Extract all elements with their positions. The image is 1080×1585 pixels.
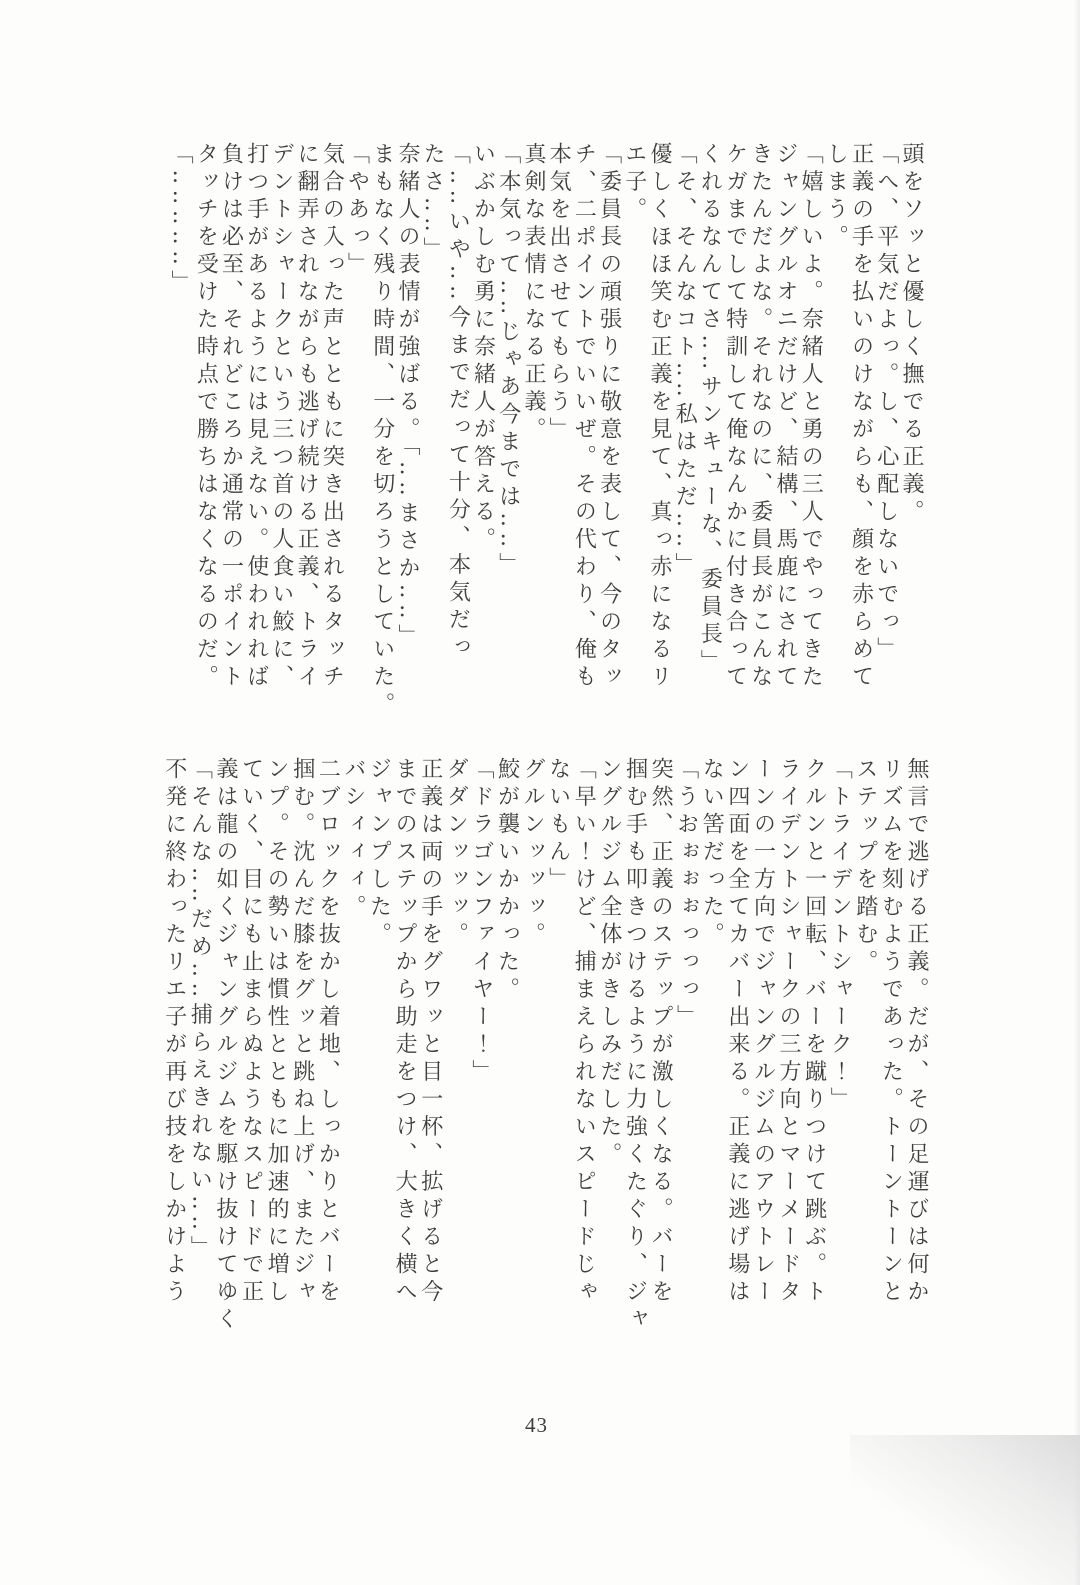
text-column: ジャングルオニだけど、結構、馬鹿にされて [773, 142, 799, 692]
text-column: ない筈だった。 [700, 757, 726, 950]
text-column: しまう。 [824, 142, 850, 252]
text-column: ケガまでして特訓して俺なんかに付き合って [723, 142, 749, 692]
text-column: 「へ、平気だよっ。し、心配しないでっ」 [874, 142, 900, 665]
text-column: きたんだよな。それなのに、委員長がこんな [748, 142, 774, 692]
text-column: 「ドラゴンファイヤー！」 [469, 757, 495, 1087]
text-column: までのステップから助走をつけ、大きく横へ [393, 757, 419, 1307]
text-column: ていく、目にも止まらぬようなスピードで正 [239, 757, 265, 1307]
text-column: 頭をソッと優しく撫でる正義。 [900, 142, 925, 527]
text-column: 正義の手を払いのけながらも、顔を赤らめて [849, 142, 875, 692]
text-column: デントシャークという三つ首の人食い鮫に、 [269, 142, 295, 692]
scan-shadow-artifact [850, 1435, 1080, 1585]
page-number: 43 [525, 1413, 548, 1437]
text-column: 優しくほほ笑む正義を見て、真っ赤になるリ [647, 142, 673, 692]
text-column: 「やあっ」 [345, 142, 371, 280]
text-column: 奈緒人の表情が強ばる。「‥‥まさか‥‥」 [395, 142, 421, 652]
text-column: 掴む。沈んだ膝をグッと跳ね上げ、またジャ [290, 757, 316, 1307]
text-column: 「トライデントシャーク！」 [828, 757, 854, 1115]
text-column: ジャンプした。 [367, 757, 393, 950]
text-column: 真剣な表情になる正義。 [521, 142, 547, 445]
text-column: ングルジム全体がきしみだした。 [597, 757, 623, 1170]
text-column: ン四面を全てカバー出来る。正義に逃げ場は [725, 757, 751, 1307]
text-column: ダダンッッッ。 [444, 757, 470, 950]
text-column: 不発に終わったリエ子が再び技をしかけよう [162, 757, 188, 1307]
text-column: 「‥‥‥‥‥」 [169, 142, 195, 298]
text-column: リズムを刻むようであった。トーントーンと [879, 757, 905, 1307]
text-column: いぶかしむ勇に奈緒人が答える。 [471, 142, 497, 555]
text-column: 「そんな‥‥だめ‥‥捕らえきれない‥‥」 [188, 757, 214, 1264]
text-column: エ子。 [622, 142, 648, 225]
text-column: ないもん」 [546, 757, 572, 895]
text-column: 「そ、そんなコト‥‥私はただ‥‥」 [673, 142, 699, 581]
text-column: 義は龍の如くジャングルジムを駆け抜けてゆく [213, 757, 239, 1335]
text-column: 掴む手も叩きつけるように力強くたぐり、ジャ [623, 757, 649, 1335]
text-column: 「うおぉぉぉっっっ」 [674, 757, 700, 1032]
text-column: 「本気って‥‥じゃあ今までは‥‥」 [496, 142, 522, 581]
text-column: 正義は両の手をグワッと目一杯、拡げると今 [418, 757, 444, 1307]
text-column: 突然、正義のステップが激しくなる。バーを [649, 757, 675, 1307]
text-column: クルンと一回転、バーを蹴りつけて跳ぶ。ト [802, 757, 828, 1307]
text-column: ンプ。その勢いは慣性とともに加速的に増し [265, 757, 291, 1307]
text-column: ステップを踏む。 [853, 757, 879, 977]
text-column: 負けは必至、それどころか通常の一ポイント [219, 142, 245, 692]
text-column: たさ‥‥」 [421, 142, 447, 265]
text-column: 「委員長の頑張りに敬意を表して、今のタッ [597, 142, 623, 692]
text-column: 「嬉しいよ。奈緒人と勇の三人でやってきた [799, 142, 825, 692]
text-column: 「‥‥いや‥‥今までだって十分、本気だっ [446, 142, 472, 663]
text-column: 打つ手があるようには見えない。使われれば [244, 142, 270, 692]
text-column: バシィィィ。 [341, 757, 367, 922]
text-column: グルンッッッ。 [521, 757, 547, 950]
text-column: 二ブロックを抜かし着地、しっかりとバーを [316, 757, 342, 1307]
scan-edge-artifact [1074, 0, 1080, 1585]
text-column: まもなく残り時間、一分を切ろうとしていた。 [370, 142, 396, 720]
text-column: ライデントシャークの三方向とマーメードタ [777, 757, 803, 1307]
text-column: チ、二ポイントでいいぜ。その代わり、俺も [572, 142, 598, 692]
text-column: 無言で逃げる正義。だが、その足運びは何か [905, 757, 930, 1307]
text-column: 「早い！けど、捕まえられないスピードじゃ [572, 757, 598, 1307]
text-column: くれるなんてさ‥‥サンキューな、委員長」 [698, 142, 724, 678]
text-block-bottom [162, 757, 930, 1342]
text-column: 気合の入った声とともに突き出されるタッチ [320, 142, 346, 692]
text-column: に翻弄されながらも逃げ続ける正義、トライ [295, 142, 321, 692]
text-column: ーンの一方向でジャングルジムのアウトレー [751, 757, 777, 1307]
text-column: 本気を出させてもらう」 [547, 142, 573, 445]
text-column: 鮫が襲いかかった。 [495, 757, 521, 1005]
text-block-top [169, 142, 925, 727]
text-column: タッチを受けた時点で勝ちはなくなるのだ。 [194, 142, 220, 692]
